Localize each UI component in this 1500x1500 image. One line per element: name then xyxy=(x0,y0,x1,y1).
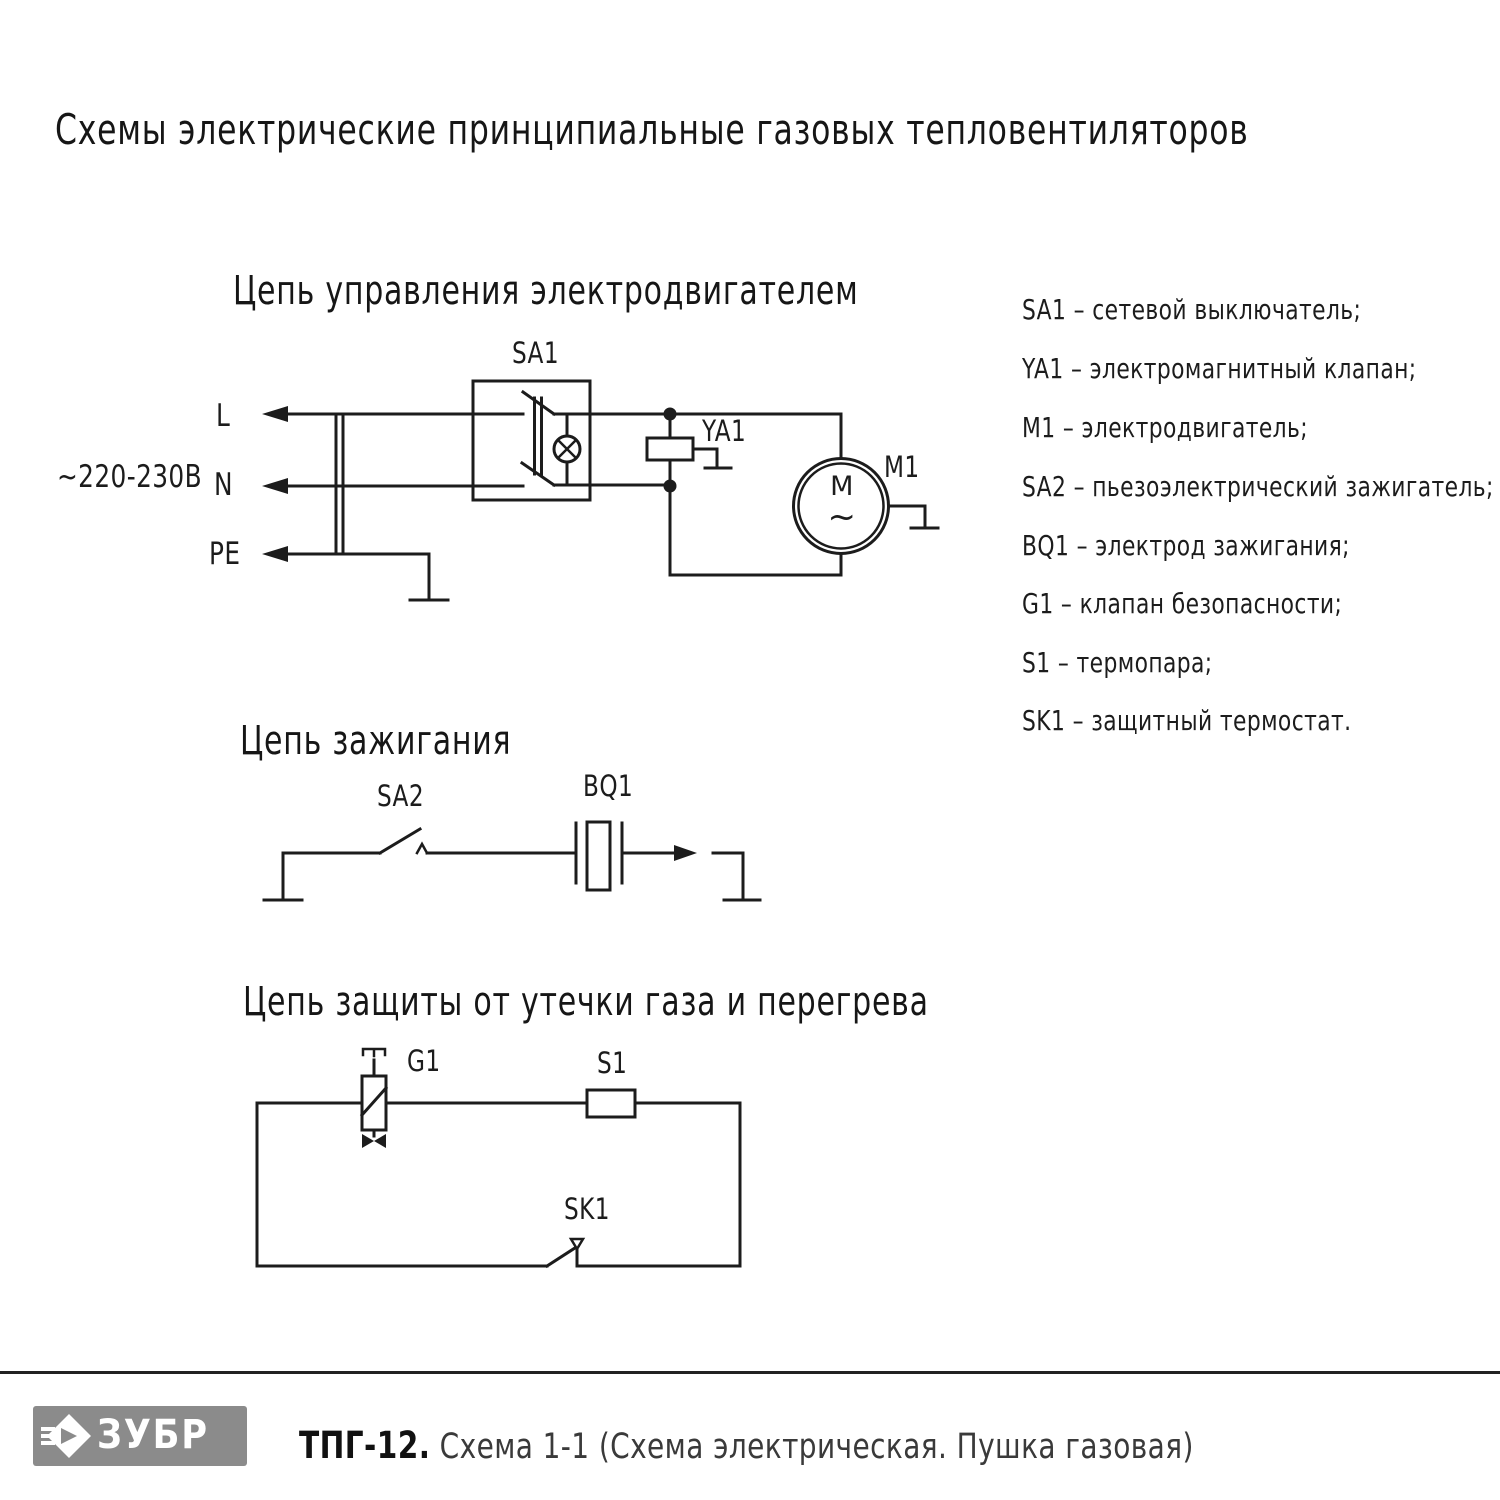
terminal-n-label: N xyxy=(214,467,233,503)
circuit3-title: Цепь защиты от утечки газа и перегрева xyxy=(243,979,929,1025)
brand-name: ЗУБР xyxy=(97,1412,209,1458)
m1-ground-icon xyxy=(889,506,939,528)
spark-arrow-icon xyxy=(674,845,697,861)
ground-right-icon xyxy=(713,853,760,900)
page-title: Схемы электрические принципиальные газовых тепловентиляторов xyxy=(55,105,1249,154)
legend-item-ya1: YA1 – электромагнитный клапан; xyxy=(1022,352,1417,385)
legend-item-s1: S1 – термопара; xyxy=(1022,646,1213,679)
legend-item-bq1: BQ1 – электрод зажигания; xyxy=(1022,529,1350,562)
legend-item-g1: G1 – клапан безопасности; xyxy=(1022,587,1343,620)
circuit1-title: Цепь управления электродвигателем xyxy=(233,268,859,314)
bq1-electrode-symbol xyxy=(576,822,622,890)
motor-ac-wave: ~ xyxy=(827,497,857,537)
circuit2-title: Цепь зажигания xyxy=(240,718,512,764)
wire-motor-return xyxy=(670,486,841,575)
legend-item-sa1: SA1 – сетевой выключатель; xyxy=(1022,293,1362,326)
sk1-thermostat-symbol xyxy=(547,1239,583,1266)
cable-mark xyxy=(336,414,343,554)
ground-left-icon xyxy=(264,853,380,900)
ya1-ground-icon xyxy=(693,449,731,468)
sa1-label: SA1 xyxy=(512,336,559,370)
s1-thermocouple-symbol xyxy=(587,1090,635,1117)
line-pe-ground xyxy=(284,554,448,600)
terminal-pe-label: PE xyxy=(209,536,241,572)
sa2-igniter-symbol xyxy=(380,829,427,853)
bq1-label: BQ1 xyxy=(583,769,634,803)
loop-left xyxy=(257,1103,547,1266)
legend-item-sa2: SA2 – пьезоэлектрический зажигатель; xyxy=(1022,470,1494,503)
brand-bison-icon xyxy=(33,1406,97,1466)
g1-safety-valve-symbol xyxy=(362,1049,386,1148)
m1-label: M1 xyxy=(884,450,920,484)
sk1-label: SK1 xyxy=(564,1192,610,1226)
legend-item-m1: M1 – электродвигатель; xyxy=(1022,411,1309,444)
sa1-switch-symbol xyxy=(473,381,590,500)
wire-top xyxy=(554,414,841,459)
legend-item-sk1: SK1 – защитный термостат. xyxy=(1022,704,1352,737)
footer-caption-line xyxy=(299,1424,1194,1467)
footer-divider xyxy=(0,1371,1500,1374)
protection-circuit xyxy=(257,1046,740,1266)
lamp-icon xyxy=(554,414,580,485)
sa2-label: SA2 xyxy=(377,779,424,813)
supply-arrow-icons xyxy=(262,406,288,562)
motor-letter: M xyxy=(830,471,854,502)
terminal-l-label: L xyxy=(216,398,231,434)
s1-label: S1 xyxy=(597,1046,628,1080)
ya1-label: YA1 xyxy=(702,414,747,448)
g1-label: G1 xyxy=(407,1044,441,1078)
loop-right xyxy=(386,1103,740,1266)
model-number: ТПГ-12. xyxy=(299,1424,431,1467)
brand-logo xyxy=(33,1406,247,1466)
ignition-circuit xyxy=(264,822,760,900)
supply-voltage-label: ~220-230В xyxy=(57,459,203,495)
scheme-caption: Схема 1-1 (Схема электрическая. Пушка газовая) xyxy=(430,1427,1194,1467)
